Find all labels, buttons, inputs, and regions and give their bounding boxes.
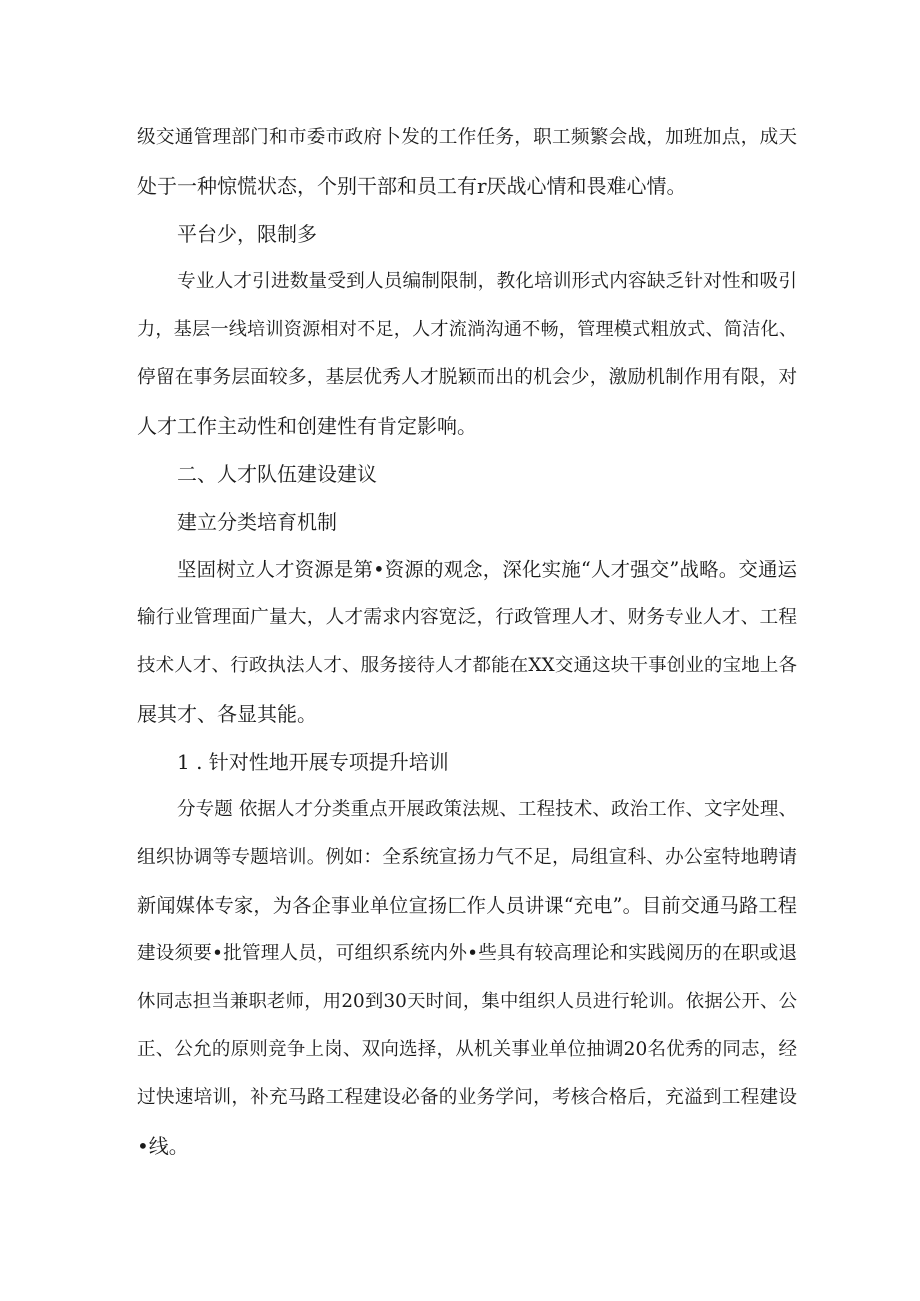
text-line: 新闻媒体专家，为各企事业单位宣扬匚作人员讲课“充电”。目前交通马路工程 [137,894,797,917]
text-line: 组织协调等专题培训。例如：全系统宣扬力气不足，局组宣科、办公室特地聘请 [137,847,797,868]
text-line: 1 . 针对性地开展专项提升培训 [177,750,449,774]
text-line: 建设须要•批管理人员，可组织系统内外•些具有较高理论和实践阅历的在职或退 [137,943,797,964]
text-line: 坚固树立人才资源是第•资源的观念，深化实施“人才强交”战略。交通运 [177,558,797,581]
text-line: 级交通管理部门和市委市政府卜发的工作任务，职工频繁会战，加班加点，成天 [137,127,797,148]
text-line: 停留在事务层面较多，基层优秀人才脱颖而出的机会少，激励机制作用有限，对 [137,367,797,388]
text-line: 力，基层一线培训资源相对不足，人才流淌沟通不畅，管理模式粗放式、简洁化、 [137,319,797,340]
text-line: •线。 [137,1134,189,1158]
text-line: 分专题 依据人才分类重点开展政策法规、工程技术、政治工作、文字处理、 [177,799,797,820]
text-line: 展其才、各显其能。 [137,702,317,726]
document-body [137,114,797,1170]
text-line: 休同志担当兼职老师，用20到30天时间，集中组织人员进行轮训。依据公开、公 [137,991,797,1012]
text-line: 专业人才引进数量受到人员编制限制，教化培训形式内容缺乏针对性和吸引 [177,271,797,292]
text-line: 建立分类培育机制 [177,510,337,534]
text-line: 输行业管理面广量大，人才需求内容宽泛，行政管理人才、财务专业人才、工程 [137,607,797,628]
text-line: 二、人才队伍建设建议 [177,462,377,486]
text-line: 人才工作主动性和创建性有肯定影响。 [137,414,477,438]
text-line: 技术人才、行政执法人才、服务接待人才都能在XX交通这块干事创业的宝地上各 [137,655,797,676]
text-line: 正、公允的原则竞争上岗、双向选择，从机关事业单位抽调20名优秀的同志，经 [137,1039,797,1060]
text-line: 过快速培训，补充马路工程建设必备的业务学问，考核合格后，充溢到工程建设 [137,1087,797,1108]
text-line: 平台少，限制多 [177,222,317,246]
text-line: 处于一种惊慌状态，个别干部和员工有r厌战心情和畏难心情。 [137,174,687,198]
